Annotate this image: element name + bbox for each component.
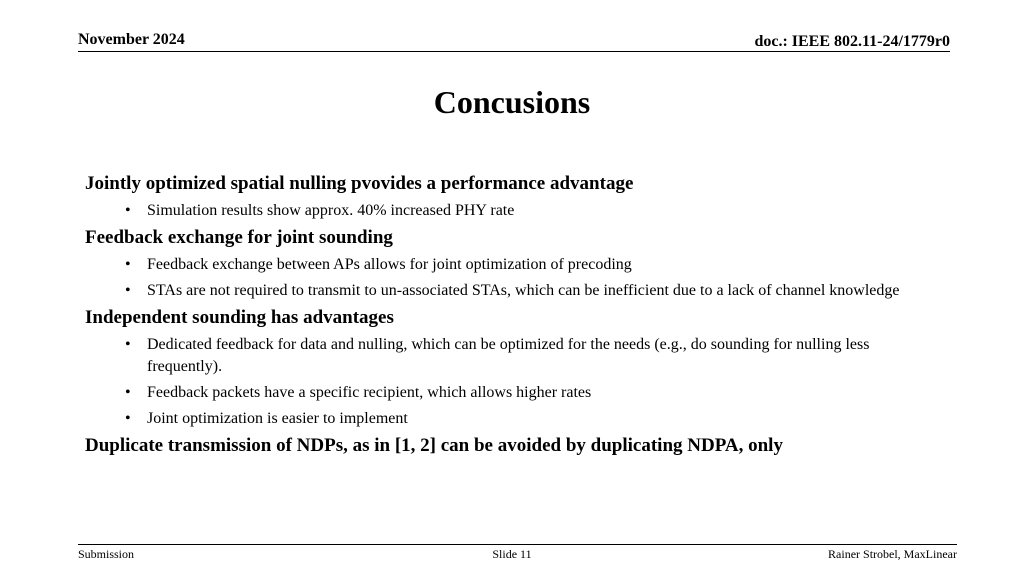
- bullet-text: Dedicated feedback for data and nulling, which can be optimized for the needs (e.g., do sounding for nulling less frequently).: [147, 336, 870, 375]
- bullet-item: [85, 280, 945, 302]
- bullet-dot-icon: •: [125, 202, 131, 219]
- slide-content: [85, 172, 945, 462]
- section-heading: Feedback exchange for joint sounding: [85, 227, 393, 248]
- bullet-dot-icon: •: [125, 384, 131, 401]
- header-date: November 2024: [78, 31, 185, 48]
- bullet-item: [85, 382, 945, 404]
- bullet-text: Joint optimization is easier to implement: [147, 410, 408, 427]
- bullet-dot-icon: •: [125, 256, 131, 273]
- bullet-dot-icon: •: [125, 336, 131, 353]
- section-heading: Independent sounding has advantages: [85, 307, 394, 328]
- bullet-item: [85, 200, 945, 222]
- footer-author: Rainer Strobel, MaxLinear: [828, 547, 957, 561]
- bullet-dot-icon: •: [125, 282, 131, 299]
- bullet-text: Feedback exchange between APs allows for joint optimization of precoding: [147, 256, 632, 273]
- section-heading: Jointly optimized spatial nulling pvovides a performance advantage: [85, 173, 634, 194]
- footer-slide-number: Slide 11: [492, 547, 532, 561]
- bullet-text: STAs are not required to transmit to un-associated STAs, which can be inefficient due to a lack of channel knowledge: [147, 282, 900, 299]
- bullet-dot-icon: •: [125, 410, 131, 427]
- bullet-item: [85, 254, 945, 276]
- header-doc-id: doc.: IEEE 802.11-24/1779r0: [754, 33, 950, 50]
- section-heading: Duplicate transmission of NDPs, as in [1, 2] can be avoided by duplicating NDPA, only: [85, 435, 783, 456]
- slide-title: Concusions: [433, 84, 591, 120]
- bullet-text: Feedback packets have a specific recipient, which allows higher rates: [147, 384, 592, 401]
- bullet-text: Simulation results show approx. 40% increased PHY rate: [147, 202, 515, 219]
- footer-submission: Submission: [78, 547, 135, 561]
- bullet-item: [85, 334, 945, 378]
- footer-divider: [78, 544, 957, 545]
- bullet-item: [85, 408, 945, 430]
- header-divider: [78, 51, 950, 52]
